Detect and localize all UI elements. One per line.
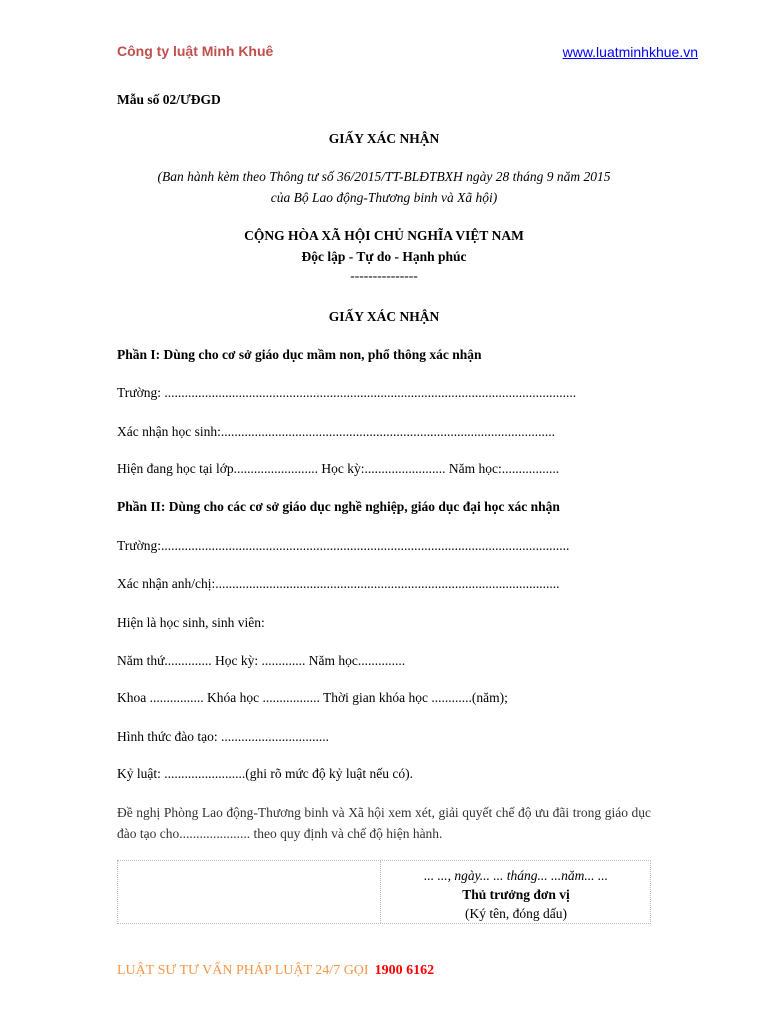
signature-note: (Ký tên, đóng dấu) [465,906,567,921]
company-name: Công ty luật Minh Khuê [117,43,274,59]
separator: --------------- [350,268,418,283]
issued-line-2: của Bộ Lao động-Thương binh và Xã hội) [270,190,498,205]
part2-training-field: Hình thức đào tạo: ................................ [117,729,330,744]
website-link[interactable]: www.luatminhkhue.vn [562,44,698,60]
part2-discipline-field: Kỷ luật: ........................(ghi rõ mức độ kỷ luật nếu có). [117,766,414,781]
part2-school-field: Trường:......................................................................................................................... [117,538,570,553]
signature-table [117,860,651,924]
page-footer [117,963,434,979]
signature-left-cell [118,861,381,923]
part1-student-field: Xác nhận học sinh:................................................................................................... [117,424,555,439]
motto: Độc lập - Tự do - Hạnh phúc [301,249,467,264]
part2-year-field: Năm thứ.............. Học kỳ: ............. Năm học.............. [117,653,406,668]
part2-faculty-field: Khoa ................ Khóa học ................. Thời gian khóa học ............(năm); [117,690,508,705]
signature-right-cell [381,861,651,923]
footer-text: LUẬT SƯ TƯ VẤN PHÁP LUẬT 24/7 GỌI [117,963,369,978]
form-number: Mẫu số 02/ƯĐGD [117,92,221,107]
nation-heading: CỘNG HÒA XÃ HỘI CHỦ NGHĨA VIỆT NAM [244,228,524,243]
part2-person-field: Xác nhận anh/chị:...................................................................................................... [117,576,560,591]
signature-title: Thủ trưởng đơn vị [462,887,570,902]
part2-status: Hiện là học sinh, sinh viên: [117,615,265,630]
footer-phone[interactable]: 1900 6162 [374,963,435,978]
signature-date: ... ..., ngày... ... tháng... ...năm... ... [423,868,609,883]
document-title: GIẤY XÁC NHẬN [328,131,440,146]
document-title-2: GIẤY XÁC NHẬN [328,309,440,324]
part2-heading: Phần II: Dùng cho các cơ sở giáo dục nghề nghiệp, giáo dục đại học xác nhận [117,499,560,514]
issued-line-1: (Ban hành kèm theo Thông tư số 36/2015/TT-BLĐTBXH ngày 28 tháng 9 năm 2015 [157,169,611,184]
part1-school-field: Trường: .......................................................................................................................... [117,385,577,400]
part1-heading: Phần I: Dùng cho cơ sở giáo dục mầm non, phổ thông xác nhận [117,347,482,362]
request-paragraph: Đề nghị Phòng Lao động-Thương binh và Xã hội xem xét, giải quyết chế độ ưu đãi trong giáo dục đào tạo cho..................... theo quy định và chế độ hiện hành. [117,805,651,841]
part1-class-field: Hiện đang học tại lớp......................... Học kỳ:........................ Năm học:................. [117,461,560,476]
